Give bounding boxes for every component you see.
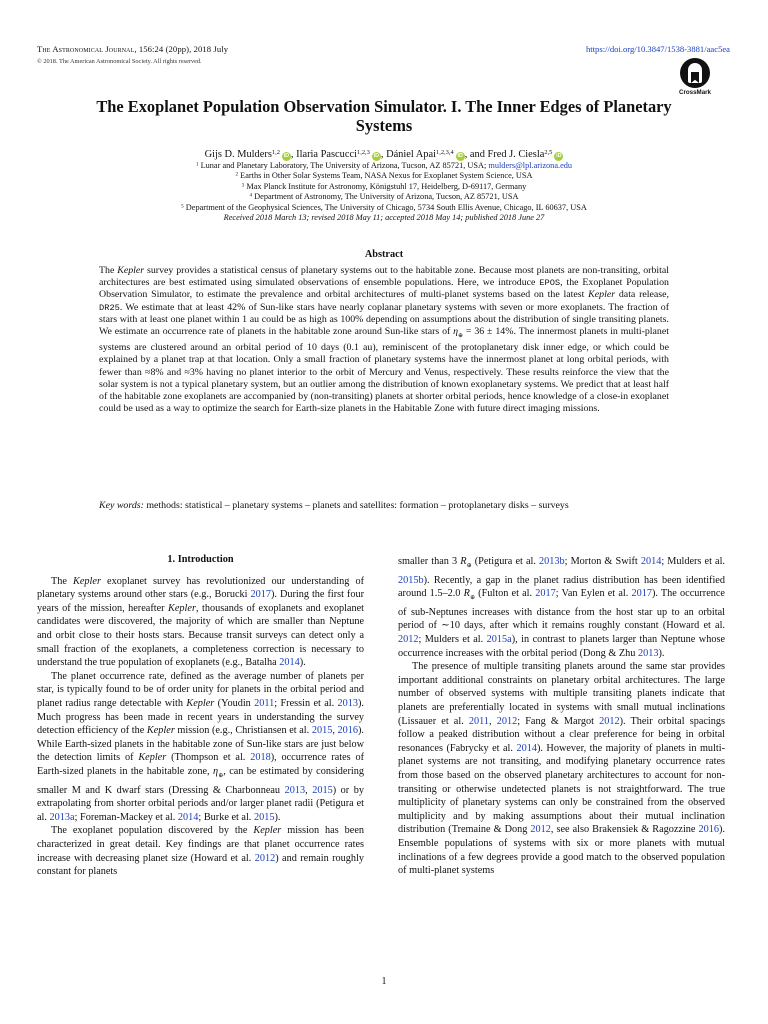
citation-link[interactable]: 2013 — [637, 647, 659, 659]
orcid-icon[interactable]: iD — [556, 153, 562, 159]
affiliation-2: $^2$ Earths in Other Solar Systems Team, NASA Nexus for Exoplanet System Science, USA — [235, 171, 533, 181]
copyright-notice: © 2018. The American Astronomical Society. All rights reserved. — [37, 58, 202, 65]
publication-dates: Received 2018 March 13; revised 2018 May 11; accepted 2018 May 14; published 2018 June 27 — [223, 213, 545, 223]
section-heading: 1. Introduction — [167, 554, 234, 565]
citation-link[interactable]: 2015 — [311, 725, 333, 737]
orcid-icon[interactable]: iD — [373, 153, 380, 159]
citation-link[interactable]: 2012 — [254, 852, 276, 864]
keywords-label: Key words: — [99, 500, 144, 511]
keywords — [99, 500, 669, 512]
paper-title — [60, 97, 708, 135]
keywords-text: methods: statistical – planetary systems – planets and satellites: formation – protoplanetary disks – surveys — [143, 500, 569, 511]
author-name[interactable]: Fred J. Ciesla — [487, 149, 545, 160]
citation-link[interactable]: 2012 — [530, 824, 551, 836]
citation-link[interactable]: 2015a — [486, 634, 512, 646]
body-paragraph: The planet occurrence rate, defined as the average number of planets per star, is typically found to be of order unity for planets in the orbital period and planet radius range detectable with Kepler (Youdin 2011; Fressin et al. 2013). Much progress has been made in recent years in understanding the survey detection efficiency of the Kepler mission (e.g., Christiansen et al. 2015, 2016). While Earth-sized planets in the habitable zone of Sun-like stars are just below the detection limits of Kepler (Thompson et al. 2018), occurrence rates of Earth-sized planets in the habitable zone, $\eta_\oplus$, can be estimated by considering smaller M and K dwarf stars (Dressing & Charbonneau 2013, 2015) or by extrapolating from shorter orbital periods and/or larger planet radii (Petigura et al. 2013a; Foreman-Mackey et al. 2014; Burke et al. 2015). — [37, 670, 365, 823]
citation-link[interactable]: 2012 — [496, 715, 518, 727]
body-paragraph: The presence of multiple transiting planets around the same star provides important additional constraints on planetary orbital architectures. The large number of observed systems with multiple transiting planets indicate that planets are preferentially located in systems with small mutual inclinations (Lissauer et al. 2011, 2012; Fang & Margot 2012). Their orbital spacings follow a peaked distribution without a clear preference for being in orbital resonances (Fabrycky et al. 2014). However, the majority of planets in multi-planet systems are not transiting, and modifying planetary occurrence rates from those based on the observed planetary architectures to account for non-transiting or otherwise undetected planets is not straightforward. The true multiplicity of planetary systems can only be constrained from the observed multiplicity and by making assumptions about their mutual inclination distribution (Tremaine & Dong 2012, see also Brakensiek & Ragozzine 2016). Ensemble populations of systems with six or more planets with mutual inclinations of a few degrees provide a good match to the observed population of multi-planet systems — [398, 661, 726, 877]
citation-link[interactable]: 2015 — [253, 811, 275, 823]
journal-header — [37, 44, 228, 54]
citation-link[interactable]: 2013 — [284, 784, 306, 796]
crossmark-badge[interactable] — [673, 58, 717, 100]
citation-link[interactable]: 2017 — [535, 588, 556, 600]
left-column — [37, 553, 364, 879]
citation-link[interactable]: 2013 — [337, 697, 359, 709]
journal-citation: , 156:24 (20pp), 2018 July — [134, 44, 229, 54]
right-column — [398, 555, 725, 878]
journal-name: The Astronomical Journal — [37, 44, 135, 54]
orcid-icon[interactable]: iD — [283, 153, 290, 159]
author-name[interactable]: Dániel Apai — [386, 149, 436, 160]
citation-link[interactable]: 2014 — [516, 742, 537, 754]
title-line-2: Systems — [355, 116, 413, 135]
citation-link[interactable]: 2015b — [398, 574, 424, 586]
author-affil-sup: 1,2,3 — [356, 149, 370, 157]
author-affil-sup: 1,2,3,4 — [435, 149, 454, 157]
affiliation-3: $^3$ Max Planck Institute for Astronomy, Königstuhl 17, Heidelberg, D-69117, Germany — [241, 181, 527, 191]
crossmark-label: CrossMark — [679, 89, 711, 96]
author-affil-sup: 1,2 — [271, 149, 280, 157]
title-line-1: The Exoplanet Population Observation Simulator. I. The Inner Edges of Planetary — [96, 97, 672, 116]
body-paragraph: The Kepler exoplanet survey has revolutionized our understanding of planetary systems around other stars (e.g., Borucki 2017). During the first four years of the mission, hereafter Kepler, thousands of exoplanets and exoplanet candidates were discovered, the majority of which are smaller than Neptune and orbit close to their hosts stars. Because transit surveys can detect only a small fraction of the exoplanets, a completeness correction is necessary to understand the true population of exoplanets (e.g., Batalha 2014). — [37, 575, 365, 669]
citation-link[interactable]: 2015 — [312, 784, 333, 796]
citation-link[interactable]: 2016 — [337, 725, 359, 737]
citation-link[interactable]: 2013a — [49, 811, 75, 823]
author-email-link[interactable]: mulders@lpl.arizona.edu — [488, 161, 573, 170]
citation-link[interactable]: 2014 — [177, 811, 199, 823]
citation-link[interactable]: 2017 — [631, 588, 652, 600]
author-name[interactable]: Gijs D. Mulders — [204, 149, 272, 160]
citation-link[interactable]: 2012 — [599, 715, 620, 727]
citation-link[interactable]: 2014 — [279, 657, 300, 669]
body-paragraph: The exoplanet population discovered by the Kepler mission has been characterized in great detail. Key findings are that planet occurrence rates increase with decreasing planet size (Howard et al. 2012) and remain roughly constant for planets — [37, 825, 364, 878]
author-name[interactable]: Ilaria Pascucci — [296, 149, 357, 160]
crossmark-icon — [680, 58, 710, 88]
abstract-heading: Abstract — [364, 249, 404, 260]
orcid-icon[interactable]: iD — [457, 153, 463, 159]
abstract-body: The Kepler survey provides a statistical census of planetary systems out to the habitable zone. Because most planets are non-transiting, orbital architectures are best estimated using simulated observations of ensemble populations. Here, we introduce EPOS, the Exoplanet Population Observation Simulator, to estimate the prevalence and orbital architectures of multi-planet systems based on the latest Kepler data release, DR25. We estimate that at least 42% of Sun-like stars have nearly coplanar planetary systems with seven or more exoplanets. The fraction of stars with at least one planet within 1 au could be as high as 100% depending on assumptions about the distribution of single transiting planets. We estimate an occurrence rate of planets in the habitable zone around Sun-like stars of $\eta_\oplus = 36 \pm 14\%$. The innermost planets in multi-planet systems are clustered around an orbital period of 10 days (0.1 au), reminiscent of the protoplanetary disk inner edge, or which could be explained by a planet trap at that location. Only a small fraction of planetary systems have the innermost planet at long orbital periods, with fewer than ≈8% and ≈3% having no planet interior to the orbit of Mercury and Venus, respectively. These results reinforce the view that the solar system is not a typical planetary system, but an outlier among the distribution of known exoplanetary systems. We predict that at least half of the habitable zone exoplanets are accompanied by (non-transiting) planets at shorter orbital periods, hence knowledge of a close-in exoplanet could be used as a way to optimize the search for Earth-size planets in the Habitable Zone with future direct imaging missions. — [99, 265, 670, 415]
author-list: Gijs D. Mulders$^{1,2}$ iD , Ilaria Pascucci$^{1,2,3}$ iD , Dániel Apai$^{1,2,3,4}$ iD , and Fred J. Ciesla$^{2,5}$ iD — [204, 149, 562, 160]
citation-link[interactable]: 2017 — [250, 589, 271, 601]
citation-link[interactable]: 2016 — [698, 824, 720, 836]
affiliations — [40, 161, 728, 223]
author-affil-sup: 2,5 — [544, 149, 553, 157]
citation-link[interactable]: 2012 — [398, 634, 419, 646]
affiliation-1: $^1$ Lunar and Planetary Laboratory, The University of Arizona, Tucson, AZ 85721, USA; mulders@lpl.arizona.edu — [195, 161, 573, 170]
citation-link[interactable]: 2011 — [468, 715, 490, 727]
citation-link[interactable]: 2018 — [250, 752, 271, 764]
affiliation-4: $^4$ Department of Astronomy, The University of Arizona, Tucson, AZ 85721, USA — [249, 192, 519, 202]
body-paragraph: smaller than 3 $R_\oplus$ (Petigura et al. 2013b; Morton & Swift 2014; Mulders et al. 2015b). Recently, a gap in the planet radius distribution has been identified around 1.5–2.0 $R_\oplus$ (Fulton et al. 2017; Van Eylen et al. 2017). The occurrence of sub-Neptunes increases with distance from the host star up to an orbital period of ∼10 days, after which it remains roughly constant (Howard et al. 2012; Mulders et al. 2015a), in contrast to planets larger than Neptune whose occurrence increases with the orbital period (Dong & Zhu 2013). — [398, 556, 725, 659]
affiliation-5: $^5$ Department of the Geophysical Sciences, The University of Chicago, 5734 South Ellis Avenue, Chicago, IL 60637, USA — [181, 202, 587, 212]
doi-link[interactable]: https://doi.org/10.3847/1538-3881/aac5ea — [585, 44, 730, 54]
page-number: 1 — [381, 976, 387, 987]
citation-link[interactable]: 2014 — [640, 556, 662, 567]
citation-link[interactable]: 2013b — [539, 556, 565, 567]
citation-link[interactable]: 2011 — [254, 697, 275, 709]
